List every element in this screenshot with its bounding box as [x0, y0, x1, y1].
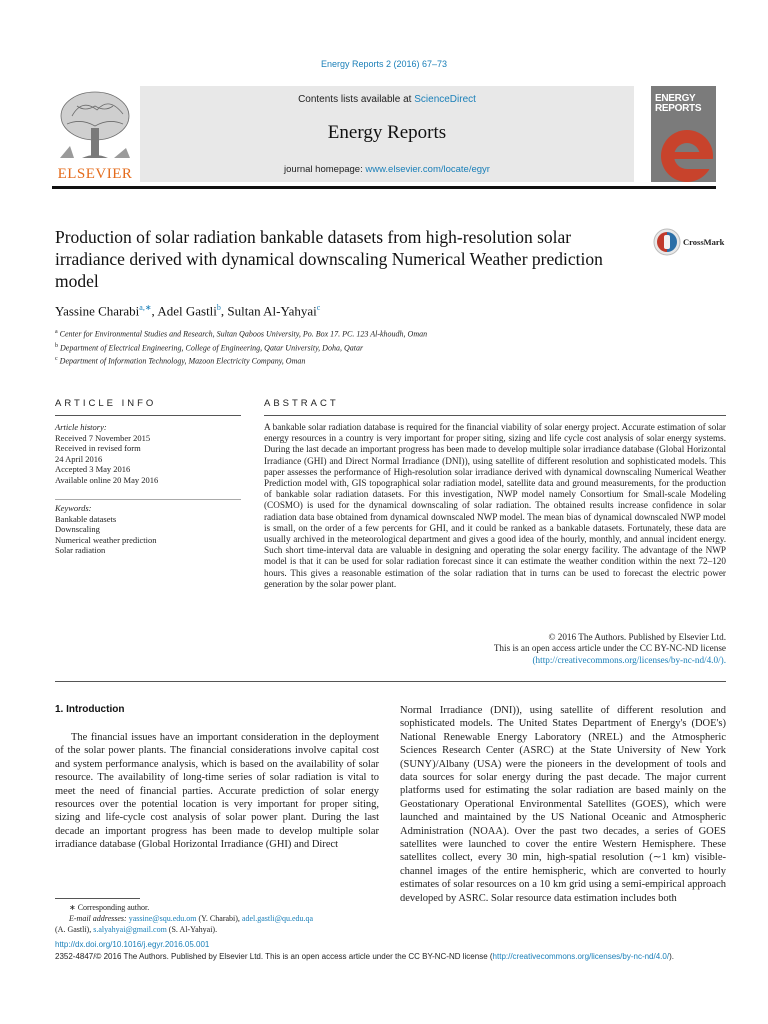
cover-title	[655, 94, 715, 114]
keywords-label: Keywords:	[55, 503, 92, 513]
affiliation-text: Center for Environmental Studies and Research, Sultan Qaboos University, Po. Box 17. PC. 123 Al-khoudh, Oman	[59, 329, 428, 339]
body-right-column: Normal Irradiance (DNI)), using satellite of different resolution and sophisticated models. The United States Department of Energy's (DOE's) National Renewable Energy Laboratory (NREL) and the Atmospheric Sciences Research Center (ASRC) at the State University of New York (SUNY)/Albany (USA) were the pioneers in the development of tools and data sources for solar energy during the past decade. The major current platforms used for estimating the solar radiation are based mainly on the Geostationary Operational Environmental Satellites (GOES), which were launched and maintained by the US National Oceanic and Atmospheric Administration (NOAA). Over the past two decades, a series of GOES satellites were launched to cover the entire Western Hemisphere. These satellites collect, every 30 min, high-spatial resolution (∼1 km) visible-channel images of the entire hemispheric, which are converted to hourly estimates of solar resources on a 10 km grid using a semi-empirical approach developed by ASRC. Solar resource data estimation includes both	[400, 705, 726, 904]
license-end: ).	[669, 952, 674, 961]
email-owner: (Y. Charabi),	[196, 914, 242, 923]
abstract-heading: ABSTRACT	[264, 398, 339, 409]
contents-line	[140, 94, 634, 105]
license-link[interactable]: (http://creativecommons.org/licenses/by-nc-nd/4.0/).	[532, 654, 726, 665]
history-item: Received 7 November 2015	[55, 432, 151, 443]
cover-title-line1: ENERGY	[655, 93, 696, 104]
section-heading-introduction: 1. Introduction	[55, 704, 125, 715]
keywords-block	[55, 503, 241, 556]
author-affiliation-mark[interactable]: a,∗	[139, 303, 152, 312]
abstract-rule	[264, 415, 726, 416]
email-link[interactable]: yassine@squ.edu.om	[128, 914, 197, 923]
contents-prefix: Contents lists available at	[298, 94, 415, 105]
corresponding-text: Corresponding author.	[77, 903, 150, 912]
cover-title-line2: REPORTS	[655, 103, 702, 114]
crossmark-label[interactable]: CrossMark	[683, 237, 725, 247]
history-item: Available online 20 May 2016	[55, 474, 159, 485]
author-separator: ,	[151, 303, 158, 319]
copyright-line: © 2016 The Authors. Published by Elsevier Ltd.	[548, 632, 726, 642]
issn-license-text: 2352-4847/© 2016 The Authors. Published by Elsevier Ltd. This is an open access article under the CC BY-NC-ND license (	[55, 952, 493, 961]
author-name: Sultan Al-Yahyai	[227, 303, 317, 319]
homepage-prefix: journal homepage:	[284, 164, 366, 175]
journal-header-box	[140, 86, 634, 182]
affiliation-mark: c	[55, 356, 58, 362]
abstract-text: A bankable solar radiation database is required for the financial viability of solar energy project. Accurate estimation of solar energy resources in a country is very important for proper siting, sizing and life cycle cost analysis of solar energy systems. During the last decade an important progress has been made to develop multiple solar irradiance database (Global Horizontal Irradiance (GHI) and Direct Normal Irradiance (DNI)), using satellite of different resolution and sophisticated models. This paper assesses the performance of High-resolution solar irradiance derived with dynamical downscaling Numerical Weather Prediction model with, GIS topographical solar radiation model, satellite data and ground measurements, for the production of bankable solar radiation datasets. For this investigation, NWP model namely Consortium for Small-scale Modeling (COSMO) is used for the dynamical downscaling of solar radiation. The obtained results increase confidence in solar radiation data base obtained from dynamical downscaled NWP model. The mean bias of dynamical downscaled NWP model is small, on the order of a few percents for GHI, and it could be ranked as a bankable datasets. Fortunately, these data are usually archived in the meteorological department and gives a good idea of the hourly, monthly, and annual incident energy. Such short time-interval data are valuable in designing and operating the solar energy facility. The advantage of the NWP model is that it can be used for solar radiation forecast since it can estimate the weather condition within the next 72–120 hours. This gives a reasonable estimation of the solar radiation that in turns can be used to forecast the electric power generation by the solar power plant.	[264, 422, 726, 589]
author-separator: ,	[220, 303, 228, 319]
keyword-item: Numerical weather prediction	[55, 534, 157, 545]
affiliation-a	[55, 329, 427, 339]
article-history	[55, 422, 241, 485]
sciencedirect-link[interactable]: ScienceDirect	[414, 94, 476, 105]
journal-title: Energy Reports	[327, 122, 447, 143]
email-label: E-mail addresses:	[69, 914, 129, 923]
body-left-column: The financial issues have an important consideration in the deployment of the solar power plants. The financial considerations involve capital cost and system performance analysis, which is based on the availability of solar resource. The availability of long-time series of solar radiation is vital to meet the need of financial parties. Accurate prediction of solar energy resources over the potential location is very important for proper siting, sizing and life-cycle cost analysis of solar power plant. During the last decade an important progress has been made to develop multiple solar irradiance database (Global Horizontal Irradiance (GHI) and Direct	[55, 732, 379, 851]
history-item: 24 April 2016	[55, 453, 103, 464]
affiliation-text: Department of Information Technology, Mazoon Electricity Company, Oman	[59, 356, 306, 366]
affiliation-mark: a	[55, 329, 58, 335]
article-info-heading: ARTICLE INFO	[55, 398, 157, 409]
affiliation-text: Department of Electrical Engineering, College of Engineering, Qatar University, Doha, Qatar	[60, 343, 364, 353]
email-link[interactable]: s.alyahyai@gmail.com	[93, 925, 167, 934]
author-list	[55, 303, 320, 319]
email-note-cont	[55, 924, 395, 935]
cover-e-graphic	[651, 116, 716, 182]
crossmark-icon[interactable]	[653, 228, 681, 256]
corresponding-author-note	[55, 902, 395, 913]
email-note	[55, 913, 395, 924]
abstract-copyright	[264, 632, 726, 666]
email-owner: (S. Al-Yahyai).	[166, 925, 218, 934]
keyword-item: Bankable datasets	[55, 513, 117, 524]
history-item: Accepted 3 May 2016	[55, 464, 131, 474]
paper-title: Production of solar radiation bankable datasets from high-resolution solar irradiance derived with dynamical downscaling Numerical Weather prediction model	[55, 227, 603, 291]
keyword-item: Solar radiation	[55, 545, 106, 555]
author-affiliation-mark[interactable]: c	[316, 303, 321, 312]
footnotes	[55, 902, 395, 935]
footnote-star: ∗	[69, 903, 76, 912]
journal-reference[interactable]: Energy Reports 2 (2016) 67–73	[320, 59, 448, 69]
license-line: This is an open access article under the CC BY-NC-ND license	[493, 643, 726, 654]
doi-link[interactable]: http://dx.doi.org/10.1016/j.egyr.2016.05.001	[55, 940, 210, 949]
affiliation-mark: b	[55, 343, 58, 349]
author-name: Adel Gastli	[157, 303, 217, 319]
keyword-item: Downscaling	[55, 524, 100, 534]
email-link[interactable]: adel.gastli@qu.edu.qa	[241, 914, 314, 923]
license-url-link[interactable]: http://creativecommons.org/licenses/by-nc-nd/4.0/	[492, 952, 670, 961]
email-owner: (A. Gastli),	[55, 925, 94, 934]
homepage-line	[140, 164, 634, 175]
homepage-link[interactable]: www.elsevier.com/locate/egyr	[365, 164, 490, 175]
author-affiliation-mark[interactable]: b	[216, 303, 221, 312]
history-item: Received in revised form	[55, 443, 141, 453]
abstract-bottom-rule	[55, 681, 726, 682]
keywords-rule	[55, 499, 241, 500]
article-info-rule	[55, 415, 241, 416]
affiliation-c	[55, 356, 305, 366]
elsevier-wordmark: ELSEVIER	[57, 166, 133, 182]
journal-cover-image	[651, 86, 716, 182]
author-name: Yassine Charabi	[55, 303, 140, 319]
affiliation-b	[55, 343, 363, 353]
header-rule	[52, 186, 716, 189]
footnote-rule	[55, 898, 140, 899]
issn-license-line	[55, 951, 727, 962]
history-label: Article history:	[55, 422, 107, 432]
